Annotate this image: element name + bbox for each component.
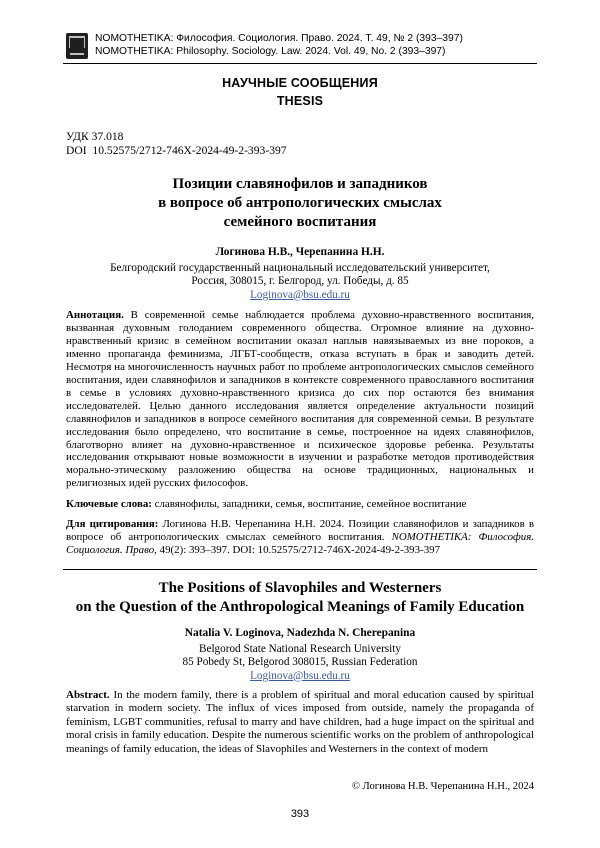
abstract-en [66,689,534,756]
authors-en: Natalia V. Loginova, Nadezhda N. Cherepanina [184,627,416,639]
email-link-en[interactable]: Loginova@bsu.edu.ru [250,669,350,682]
cite-text-ru-end: 49(2): 393–397. DOI: 10.52575/2712-746X-2024-49-2-393-397 [159,543,441,556]
keywords-text-ru: славянофилы, западники, семья, воспитание, семейное воспитание [154,498,467,510]
journal-line-ru: NOMOTHETIKA: Философия. Социология. Право. 2024. Т. 49, № 2 (393–397) [95,33,463,44]
cite-text-ru: Логинова Н.В. Черепанина Н.Н. 2024. Позиции славянофилов и западников в вопросе об антропологических смыслах семейного воспитания. [66,518,534,543]
email-link-ru[interactable]: Loginova@bsu.edu.ru [250,288,350,301]
keywords-ru [66,498,534,511]
affiliation-en-line: Belgorod State National Research University [199,642,401,655]
page-number: 393 [290,808,310,820]
citation-ru [66,518,534,557]
journal-line-en: NOMOTHETIKA: Philosophy. Sociology. Law. 2024. Vol. 49, No. 2 (393–397) [95,45,446,57]
article-title-en [0,579,600,617]
affiliation-en-line: 85 Pobedy St, Belgorod 308015, Russian Federation [182,656,418,668]
university-logo-icon [66,33,88,59]
journal-lines [95,33,463,58]
doi-line [66,144,287,158]
author-block-en [0,627,600,683]
udk-code: УДК 37.018 [66,130,124,143]
article-title-ru [0,175,600,232]
header-divider [63,63,537,64]
cite-label-ru: Для цитирования: [66,518,159,530]
title-ru-line: Позиции славянофилов и западников [172,176,428,192]
journal-header [66,33,546,59]
section-divider [63,569,537,570]
authors-ru: Логинова Н.В., Черепанина Н.Н. [215,246,385,258]
copyright-notice: © Логинова Н.В. Черепанина Н.Н., 2024 [351,781,534,792]
title-en-line: The Positions of Slavophiles and Westerners [158,580,442,596]
doi-value[interactable]: 10.52575/2712-746X-2024-49-2-393-397 [92,144,287,157]
abstract-text-ru: В современной семье наблюдается проблема духовно-нравственного воспитания, вызванная духовным голоданием современного общества. Огромное влияние на духовно-нравственный кризис в семейном воспитании оказал наплыв навязываемых из вне пороков, а именно пропаганда феминизма, ЛГБТ-сообществ, отказа вступать в брак и заводить детей. Несмотря на многочисленность научных работ по проблеме антропологических смыслов семейного воспитания, идеи славянофилов и западников в контексте современного православного воспитания в семье в условиях духовно-нравственного кризиса до сих пор остаются без внимания исследователей. Целью данного исследования является определение актуальности позиций славянофилов и западников в вопросе семейного воспитания для современной семьи. В результате исследования было определено, что воспитание в семье, построенное на идеях славянофилов, благотворно влияет на духовно-нравственное и психическое здоровье ребенка. Результаты исследования открывают новые возможности в изучении и разработке методов противодействия морально-этическому разложению общества на основе традиционных, национальных и религиозных идей русских философов. [66,309,534,490]
abstract-ru [66,309,534,490]
affiliation-ru-line: Белгородский государственный национальный исследовательский университет, [110,261,490,274]
doi-label: DOI [66,144,87,157]
section-title-en: THESIS [276,94,324,108]
abstract-text-en: In the modern family, there is a problem of spiritual and moral education caused by spiritual starvation in modern society. The influx of vices imposed from outside, namely the propaganda of feminism, LGBT communities, refusal to marry and have children, had a huge impact on the spiritual and moral crisis in family education. Despite the numerous scientific works on the problem of anthropological meanings of family education, the ideas of Slavophiles and Westerners in the context of modern [66,689,534,755]
title-ru-line: в вопросе об антропологических смыслах [158,195,442,211]
section-title-ru: НАУЧНЫЕ СООБЩЕНИЯ [222,76,378,90]
keywords-label-ru: Ключевые слова: [66,498,152,510]
title-en-line: on the Question of the Anthropological Meanings of Family Education [75,599,525,615]
author-block-ru [0,246,600,302]
abstract-label-en: Abstract. [66,689,110,701]
cite-journal-ru: NOMOTHETIKA: Философия. Социология. Право, [66,530,534,556]
title-ru-line: семейного воспитания [223,214,377,230]
abstract-label-ru: Аннотация. [66,309,124,321]
affiliation-ru-line: Россия, 308015, г. Белгород, ул. Победы, д. 85 [191,275,409,287]
